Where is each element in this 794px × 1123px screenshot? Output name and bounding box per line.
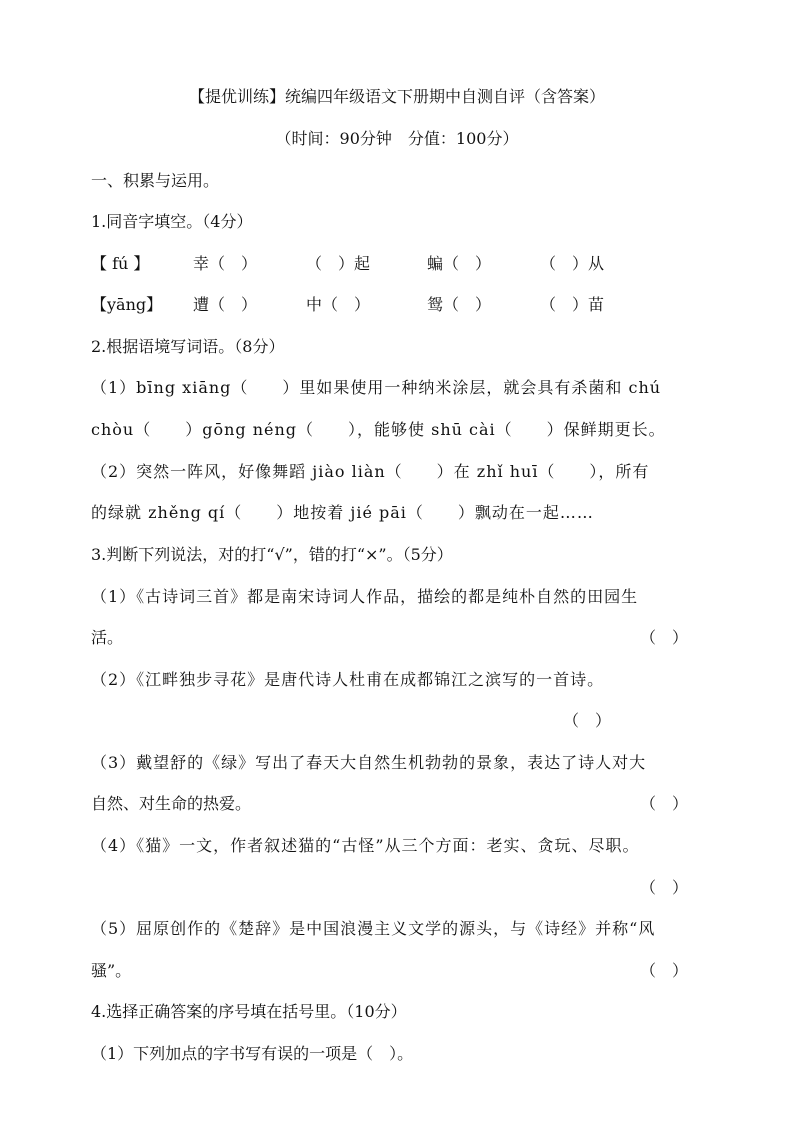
question-heading: 2.根据语境写词语。（8分） [91,337,285,356]
page-subtitle: （时间：90分钟 分值：100分） [275,129,519,148]
question-heading: 4.选择正确答案的序号填在括号里。（10分） [91,1002,407,1021]
text-line: （3）戴望舒的《绿》写出了春天大自然生机勃勃的景象，表达了诗人对大 [91,753,647,772]
homophone-item: （ ）从 [540,254,605,273]
text-line: （4）《猫》一文，作者叙述猫的“古怪”从三个方面：老实、贪玩、尽职。 [91,836,640,855]
text-line: 的绿就 zhěng qí（ ）地按着 jié pāi（ ）飘动在一起…… [91,503,594,522]
text-line: 活。 [91,628,124,647]
text-line: 骚”。 [91,961,132,980]
text-line: （1）《古诗词三首》都是南宋诗词人作品，描绘的都是纯朴自然的田园生 [91,587,639,606]
page-title: 【提优训练】统编四年级语文下册期中自测自评（含答案） [188,87,605,106]
text-line: （1）下列加点的字书写有误的一项是（ ）。 [91,1044,414,1063]
text-line: （1）bīng xiāng（ ）里如果使用一种纳米涂层，就会具有杀菌和 chú [91,378,662,397]
homophone-item: 鸳（ ） [427,295,492,314]
homophone-item: 幸（ ） [193,254,258,273]
homophone-item: （ ）苗 [540,295,605,314]
answer-blank: （ ） [640,794,689,813]
answer-blank: （ ） [640,878,689,897]
homophone-item: 蝙（ ） [427,254,492,273]
homophone-item: （ ）起 [306,254,371,273]
homophone-item: 遭（ ） [193,295,258,314]
answer-blank: （ ） [640,961,689,980]
question-heading: 3.判断下列说法，对的打“√”，错的打“×”。（5分） [91,545,453,564]
answer-blank: （ ） [640,628,689,647]
text-line: （5）屈原创作的《楚辞》是中国浪漫主义文学的源头，与《诗经》并称“风 [91,919,656,938]
text-line: （2）《江畔独步寻花》是唐代诗人杜甫在成都锦江之滨写的一首诗。 [91,670,605,689]
text-line: chòu（ ）gōng néng（ ），能够使 shū cài（ ）保鲜期更长。 [91,420,666,439]
question-heading: 1.同音字填空。（4分） [91,212,253,231]
pinyin-label: 【 fú 】 [91,254,150,273]
answer-blank: （ ） [563,711,612,730]
text-line: （2）突然一阵风，好像舞蹈 jiào liàn（ ）在 zhǐ huī（ ），所有 [91,462,650,481]
text-line: 自然、对生命的热爱。 [91,794,252,813]
pinyin-label: 【yāng】 [91,295,163,314]
homophone-item: 中（ ） [306,295,371,314]
section-heading: 一、积累与运用。 [91,171,220,190]
